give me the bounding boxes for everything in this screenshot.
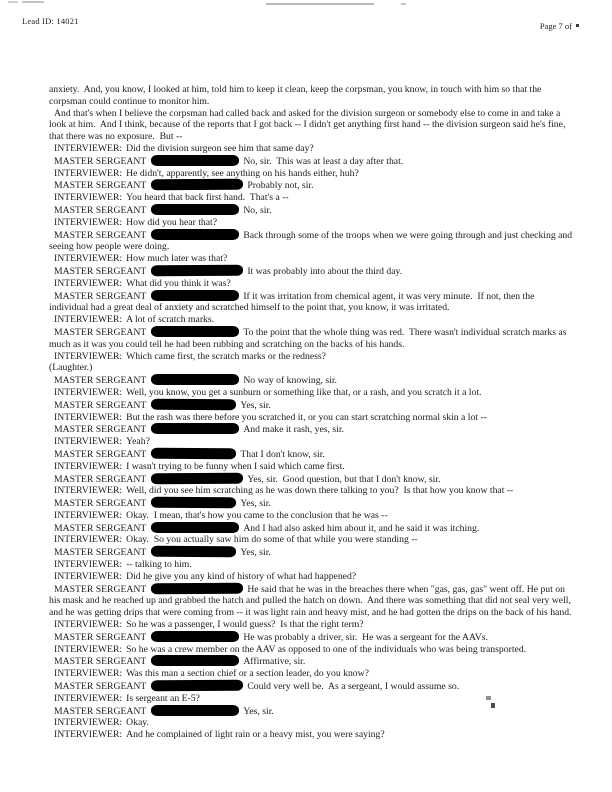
- transcript-paragraph: [49, 84, 573, 108]
- transcript-paragraph: [49, 326, 573, 351]
- speaker-label: MASTER SERGEANT: [54, 155, 147, 167]
- utterance-text: I wasn't trying to be funny when I said which came first.: [126, 460, 345, 472]
- transcript-paragraph: [49, 693, 573, 705]
- utterance-text: anxiety. And, you know, I looked at him, told him to keep it clean, keep the corpsman, you know, in touch with him so that the corpsman could continue to monitor him.: [49, 84, 544, 107]
- utterance-text: To the point that the whole thing was red. There wasn't individual scratch marks as much as it was you could tell he had been rubbing and scratching on the backs of his hands.: [49, 326, 569, 350]
- redaction-box: [151, 229, 239, 240]
- utterance-text: -- talking to him.: [126, 559, 192, 571]
- transcript-paragraph: [49, 644, 573, 656]
- transcript-paragraph: [49, 253, 573, 265]
- transcript-paragraph: [49, 204, 573, 217]
- utterance-text: It was probably into about the third day.: [247, 265, 403, 277]
- redaction-box: [151, 398, 236, 409]
- speaker-label: INTERVIEWER:: [54, 277, 123, 289]
- speaker-label: INTERVIEWER:: [54, 729, 123, 741]
- redaction-box: [151, 179, 243, 191]
- speaker-label: MASTER SERGEANT: [54, 399, 147, 411]
- utterance-text: Was this man a section chief or a section leader, do you know?: [126, 668, 369, 680]
- speaker-label: INTERVIEWER:: [54, 216, 123, 228]
- speaker-label: MASTER SERGEANT: [54, 498, 147, 510]
- scan-artifact: [8, 1, 18, 3]
- redaction-box: [151, 290, 239, 301]
- utterance-text: He was probably a driver, sir. He was a sergeant for the AAVs.: [243, 631, 488, 643]
- redaction-box: [151, 374, 239, 385]
- utterance-text: He didn't, apparently, see anything on his hands either, huh?: [126, 167, 359, 179]
- speaker-label: MASTER SERGEANT: [54, 681, 147, 693]
- transcript-paragraph: [49, 729, 573, 741]
- speaker-label: INTERVIEWER:: [54, 253, 123, 265]
- transcript-paragraph: [49, 278, 573, 290]
- transcript-paragraph: [49, 583, 573, 619]
- transcript-paragraph: [49, 362, 573, 374]
- transcript-paragraph: [49, 485, 573, 497]
- speaker-label: INTERVIEWER:: [54, 570, 123, 582]
- transcript-paragraph: [49, 461, 573, 473]
- lead-id-label: Lead ID: 14021: [22, 16, 79, 26]
- speaker-label: MASTER SERGEANT: [54, 656, 147, 668]
- transcript-paragraph: [49, 168, 573, 180]
- utterance-text: Yes, sir.: [240, 399, 271, 411]
- speaker-label: INTERVIEWER:: [54, 534, 123, 546]
- speaker-label: MASTER SERGEANT: [54, 180, 147, 192]
- page-number-label: Page 7 of: [539, 21, 572, 31]
- utterance-text: Did he give you any kind of history of what had happened?: [126, 570, 357, 582]
- redaction-box: [151, 472, 243, 484]
- utterance-text: Did the division surgeon see him that same day?: [126, 142, 314, 154]
- utterance-text: But the rash was there before you scratched it, or you can start scratching normal skin a lot --: [126, 411, 487, 423]
- speaker-label: MASTER SERGEANT: [54, 448, 147, 460]
- utterance-text: How much later was that?: [126, 253, 228, 265]
- speaker-label: MASTER SERGEANT: [54, 473, 147, 485]
- scan-artifact: [22, 1, 44, 3]
- speaker-label: INTERVIEWER:: [54, 436, 123, 448]
- utterance-text: Probably not, sir.: [247, 180, 314, 192]
- redaction-box: [151, 265, 243, 277]
- speaker-label: MASTER SERGEANT: [54, 375, 147, 387]
- scan-artifact: [401, 3, 406, 5]
- transcript-paragraph: [49, 436, 573, 448]
- redaction-box: [151, 582, 243, 594]
- redaction-box: [151, 680, 243, 692]
- speaker-label: INTERVIEWER:: [54, 350, 123, 362]
- transcript-paragraph: [49, 290, 573, 315]
- scan-artifact: [266, 3, 374, 5]
- speaker-label: MASTER SERGEANT: [54, 229, 147, 241]
- transcript-paragraph: [49, 497, 573, 510]
- utterance-text: Yeah?: [126, 436, 150, 448]
- redaction-box: [151, 522, 239, 533]
- utterance-text: So he was a passenger, I would guess? Is that the right term?: [126, 619, 364, 631]
- transcript-paragraph: [49, 717, 573, 729]
- speaker-label: INTERVIEWER:: [54, 192, 123, 204]
- speaker-label: MASTER SERGEANT: [54, 290, 147, 302]
- speaker-label: MASTER SERGEANT: [54, 631, 147, 643]
- transcript-paragraph: [49, 522, 573, 535]
- transcript-paragraph: [49, 265, 573, 278]
- speaker-label: INTERVIEWER:: [54, 643, 123, 655]
- speaker-label: MASTER SERGEANT: [54, 522, 147, 534]
- speaker-label: INTERVIEWER:: [54, 411, 123, 423]
- speaker-label: MASTER SERGEANT: [54, 583, 147, 595]
- transcript-paragraph: [49, 108, 573, 143]
- speaker-label: INTERVIEWER:: [54, 485, 123, 497]
- speaker-label: INTERVIEWER:: [54, 559, 123, 571]
- utterance-text: And I had also asked him about it, and he said it was itching.: [243, 522, 480, 534]
- utterance-text: You heard that back first hand. That's a --: [126, 192, 289, 204]
- transcript-paragraph: [49, 631, 573, 644]
- utterance-text: Yes, sir.: [243, 705, 274, 717]
- transcript-paragraph: [49, 473, 573, 486]
- transcript-paragraph: [49, 192, 573, 204]
- utterance-text: No, sir.: [243, 204, 272, 216]
- speaker-label: INTERVIEWER:: [54, 142, 123, 154]
- transcript-paragraph: [49, 546, 573, 559]
- utterance-text: Back through some of the troops when we were going through and just checking and seeing how people were doing.: [49, 229, 575, 253]
- utterance-text: (Laughter.): [49, 362, 93, 374]
- redaction-box: [151, 546, 236, 557]
- utterance-text: And that's when I believe the corpsman had called back and asked for the division surgeon or somebody else to come in and take a look at him. And I think, because of the reports that I got back -- I didn't get anything first hand -- the division surgeon said he's fine, that there was no exposure. But --: [49, 107, 568, 143]
- utterance-text: Okay. So you actually saw him do some of that while you were standing --: [126, 534, 418, 546]
- speaker-label: MASTER SERGEANT: [54, 547, 147, 559]
- speaker-label: MASTER SERGEANT: [54, 265, 147, 277]
- utterance-text: Affirmative, sir.: [243, 656, 306, 668]
- utterance-text: Okay.: [126, 717, 149, 729]
- transcript-paragraph: [49, 559, 573, 571]
- speaker-label: INTERVIEWER:: [54, 668, 123, 680]
- transcript-paragraph: [49, 155, 573, 168]
- speaker-label: INTERVIEWER:: [54, 167, 123, 179]
- transcript-paragraph: [49, 534, 573, 546]
- transcript-paragraph: [49, 374, 573, 387]
- utterance-text: Could very well be. As a sergeant, I would assume so.: [247, 681, 460, 693]
- redaction-box: [151, 497, 236, 508]
- utterance-text: A lot of scratch marks.: [126, 314, 215, 326]
- utterance-text: If it was irritation from chemical agent, it was very minute. If not, then the individual had a great deal of anxiety and scratched himself to the point that, you know, it was irritated.: [49, 290, 537, 314]
- transcript-paragraph: [49, 423, 573, 436]
- redaction-box: [151, 423, 239, 434]
- speaker-label: INTERVIEWER:: [54, 717, 123, 729]
- transcript-paragraph: [49, 619, 573, 631]
- speaker-label: INTERVIEWER:: [54, 314, 123, 326]
- transcript-paragraph: [49, 314, 573, 326]
- transcript-paragraph: [49, 179, 573, 192]
- transcript-paragraph: [49, 229, 573, 254]
- utterance-text: That I don't know, sir.: [240, 448, 325, 460]
- transcript-paragraph: [49, 668, 573, 680]
- utterance-text: Which came first, the scratch marks or the redness?: [126, 350, 326, 362]
- redaction-box: [151, 655, 239, 666]
- utterance-text: No, sir. This was at least a day after that.: [243, 155, 404, 167]
- redaction-box: [151, 204, 239, 215]
- utterance-text: And he complained of light rain or a heavy mist, you were saying?: [126, 729, 385, 741]
- transcript-paragraph: [49, 510, 573, 522]
- speaker-label: INTERVIEWER:: [54, 509, 123, 521]
- transcript-paragraph: [49, 655, 573, 668]
- utterance-text: Yes, sir.: [240, 547, 271, 559]
- speaker-label: INTERVIEWER:: [54, 460, 123, 472]
- utterance-text: No way of knowing, sir.: [243, 375, 337, 387]
- utterance-text: Well, did you see him scratching as he was down there talking to you? Is that how you know that --: [126, 485, 514, 497]
- transcript-body: [49, 84, 573, 741]
- utterance-text: He said that he was in the breaches there when "gas, gas, gas" went off. He put on his mask and he reached up and grabbed the hatch and pulled the hatch on down. And there was something that did not seal very well, and he was getting drips that were coming from -- it was light rain and heavy mist, and he had gotten the drips on the back of his hand.: [49, 583, 574, 619]
- utterance-text: And make it rash, yes, sir.: [243, 424, 344, 436]
- redaction-box: [151, 705, 239, 716]
- transcript-paragraph: [49, 680, 573, 693]
- transcript-paragraph: [49, 143, 573, 155]
- speaker-label: MASTER SERGEANT: [54, 424, 147, 436]
- redaction-box: [151, 448, 236, 459]
- utterance-text: How did you hear that?: [126, 216, 218, 228]
- speaker-label: MASTER SERGEANT: [54, 204, 147, 216]
- transcript-paragraph: [49, 448, 573, 461]
- redaction-box: [151, 155, 239, 166]
- redaction-box: [151, 326, 239, 337]
- speaker-label: INTERVIEWER:: [54, 386, 123, 398]
- transcript-paragraph: [49, 387, 573, 399]
- transcript-paragraph: [49, 399, 573, 412]
- speaker-label: INTERVIEWER:: [54, 619, 123, 631]
- transcript-paragraph: [49, 351, 573, 363]
- utterance-text: Yes, sir.: [240, 498, 271, 510]
- transcript-paragraph: [49, 705, 573, 718]
- redaction-box: [151, 631, 239, 642]
- transcript-paragraph: [49, 412, 573, 424]
- speaker-label: MASTER SERGEANT: [54, 326, 147, 338]
- utterance-text: Okay. I mean, that's how you came to the conclusion that he was --: [126, 509, 388, 521]
- utterance-text: Well, you know, you get a sunburn or something like that, or a rash, and you scratch it a lot.: [126, 386, 482, 398]
- page-total-redaction-mark: [576, 24, 579, 27]
- speaker-label: MASTER SERGEANT: [54, 705, 147, 717]
- utterance-text: So he was a crew member on the AAV as opposed to one of the individuals who was being transported.: [126, 643, 527, 655]
- utterance-text: Is sergeant an E-5?: [126, 692, 200, 704]
- speaker-label: INTERVIEWER:: [54, 692, 123, 704]
- transcript-paragraph: [49, 217, 573, 229]
- transcript-paragraph: [49, 571, 573, 583]
- utterance-text: Yes, sir. Good question, but that I don't know, sir.: [247, 473, 441, 485]
- utterance-text: What did you think it was?: [126, 277, 231, 289]
